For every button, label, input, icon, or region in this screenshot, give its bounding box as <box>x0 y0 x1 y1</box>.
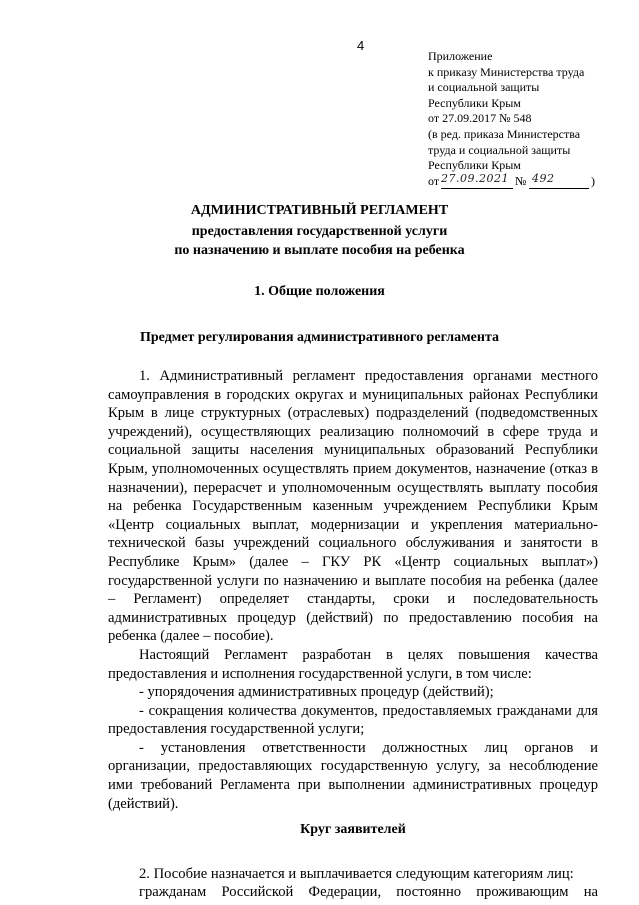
appendix-line: (в ред. приказа Министерства <box>428 126 581 141</box>
sig-suffix: ) <box>591 173 595 188</box>
appendix-line: Приложение <box>428 49 493 63</box>
appendix-block <box>428 49 618 190</box>
document-title: АДМИНИСТРАТИВНЫЙ РЕГЛАМЕНТ <box>190 203 449 218</box>
sig-number-sign: № <box>515 173 527 188</box>
subsection-heading: Предмет регулирования административного регламента <box>140 330 499 345</box>
paragraph: 1. Административный регламент предоставления органами местного самоуправления в городских округах и муниципальных районах Республики Крым в лице структурных (отраслевых) подразделений (подведомственных учреждений), осуществляющих реализацию полномочий в сфере труда и социальной защиты населения муниципальных образований Республики Крым, уполномоченных осуществлять прием документов, назначение (отказ в назначении), перерасчет и уполномоченным осуществлять выплату пособия на ребенка Государственным казенным учреждением Республики Крым «Центр социальных выплат, модернизации и укрепления материально-технической базы учреждений социального обслуживания и занятости в Республике Крым» (далее – ГКУ РК «Центр социальных выплат») государственной услуги по назначению и выплате пособия на ребенка (далее – Регламент) определяет стандарты, сроки и последовательность административных процедур (действий) по предоставлению пособия на ребенка (далее – пособие). <box>108 368 598 645</box>
subsection-heading: Круг заявителей <box>300 822 406 838</box>
list-item: - упорядочения административных процедур (действий); <box>139 684 494 701</box>
handwritten-number: 492 <box>532 171 555 185</box>
appendix-line: к приказу Министерства труда <box>428 64 585 79</box>
section-heading: 1. Общие положения <box>254 284 385 299</box>
document-subtitle: предоставления государственной услуги <box>191 224 448 239</box>
date-underline <box>441 188 513 189</box>
number-underline <box>529 188 589 189</box>
document-subtitle: по назначению и выплате пособия на ребенка <box>174 243 465 258</box>
page-number: 4 <box>357 38 365 53</box>
appendix-line: труда и социальной защиты <box>428 142 571 157</box>
handwritten-date: 27.09.2021 <box>441 171 509 185</box>
paragraph: 2. Пособие назначается и выплачивается следующим категориям лиц: <box>139 865 574 882</box>
paragraph: Настоящий Регламент разработан в целях повышения качества предоставления и исполнения государственной услуги, в том числе: <box>108 646 598 682</box>
amendment-signature-line <box>428 171 618 190</box>
appendix-line: и социальной защиты <box>428 80 540 95</box>
appendix-line: Республики Крым <box>428 158 521 173</box>
paragraph: гражданам Российской Федерации, постоянно проживающим на <box>139 884 598 901</box>
sig-prefix: от <box>428 173 440 188</box>
document-body <box>108 367 598 902</box>
appendix-line: Республики Крым <box>428 95 521 110</box>
list-item: - установления ответственности должностных лиц органов и организации, предоставляющих государственную услугу, за несоблюдение ими требований Регламента при выполнении административных процедур (действий). <box>108 739 598 812</box>
list-item: - сокращения количества документов, предоставляемых гражданами для предоставления государственной услуги; <box>108 702 598 738</box>
appendix-line: от 27.09.2017 № 548 <box>428 111 532 126</box>
